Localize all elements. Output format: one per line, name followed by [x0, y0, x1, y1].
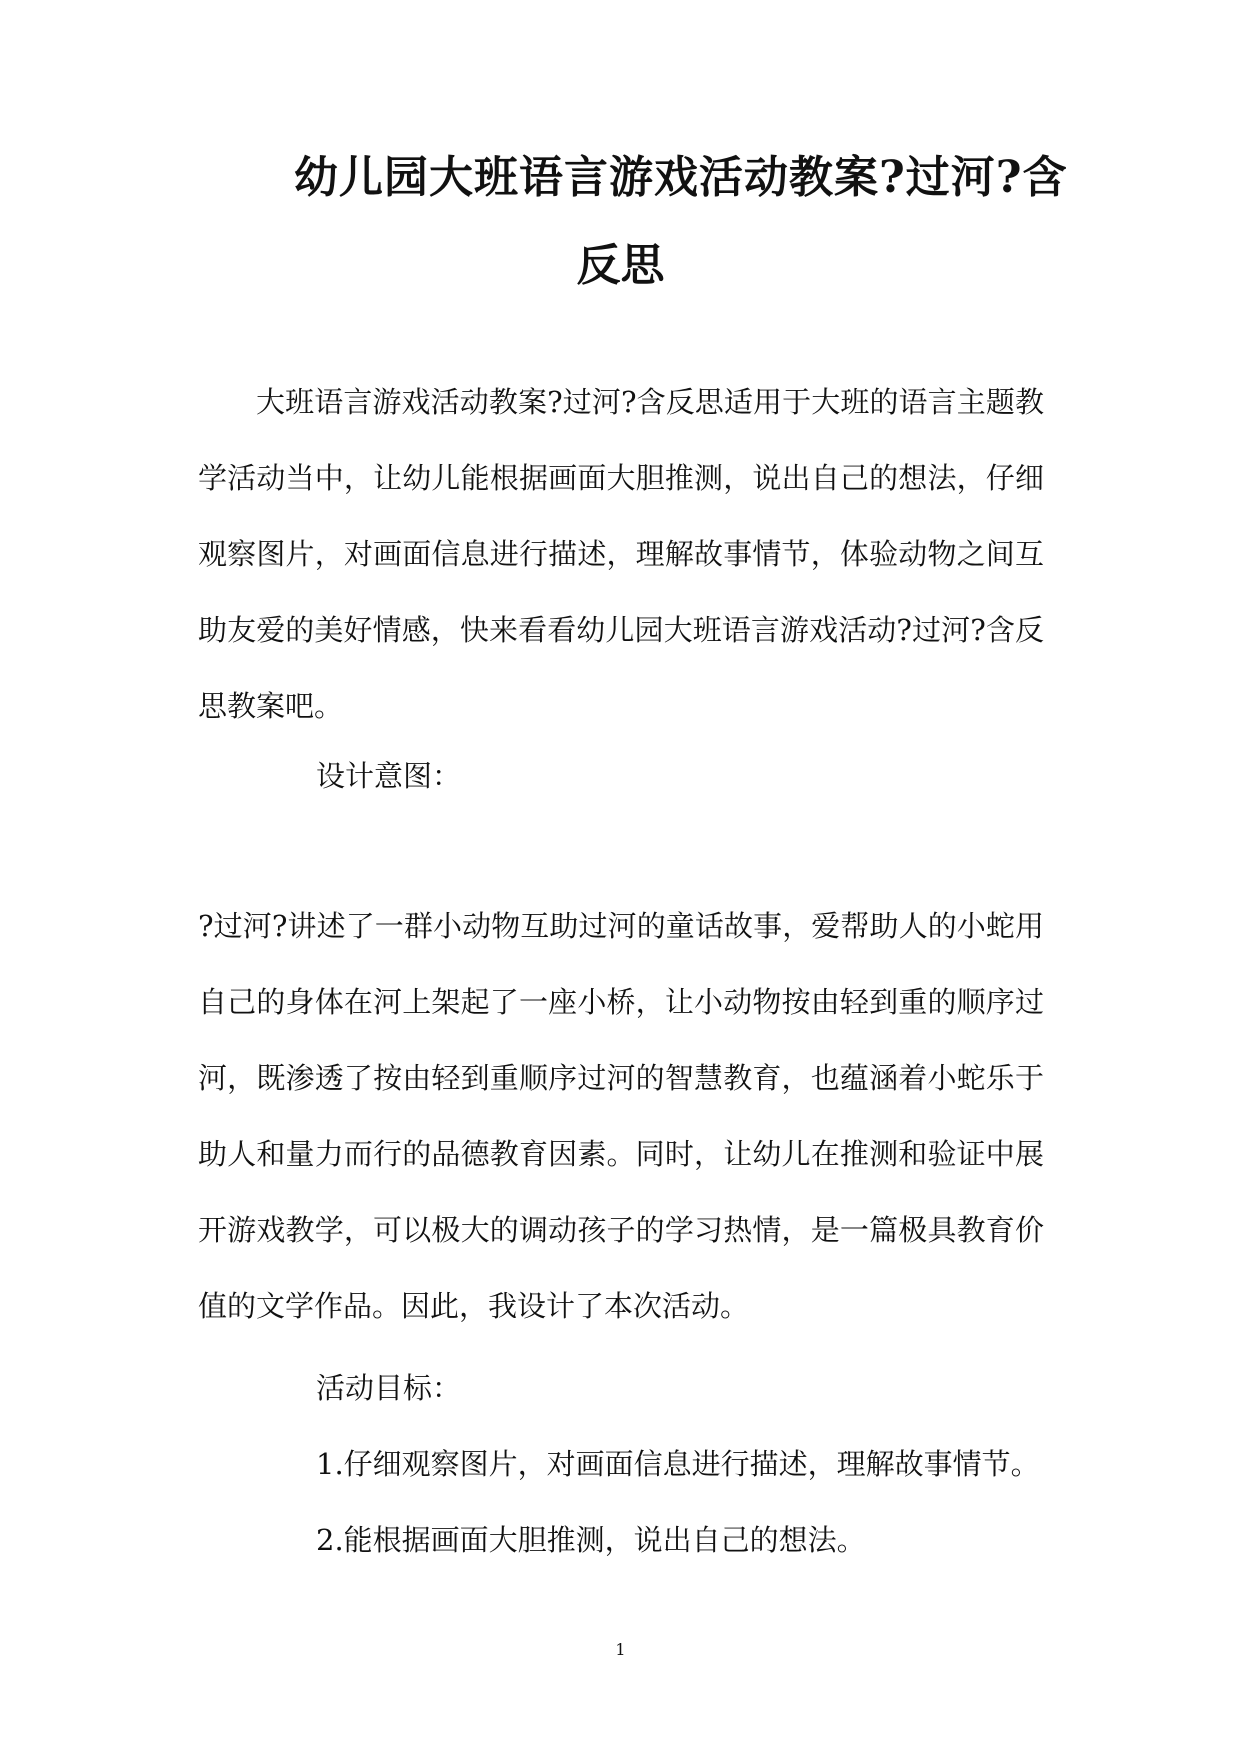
intro-line: 大班语言游戏活动教案?过河?含反思适用于大班的语言主题教	[256, 385, 1044, 419]
intro-line: 学活动当中，让幼儿能根据画面大胆推测，说出自己的想法，仔细	[198, 461, 1044, 495]
intro-line: 观察图片，对画面信息进行描述，理解故事情节，体验动物之间互	[198, 537, 1044, 571]
design-line: 助人和量力而行的品德教育因素。同时，让幼儿在推测和验证中展	[198, 1137, 1044, 1171]
design-intent-heading: 设计意图：	[316, 759, 462, 793]
document-title-line-1: 幼儿园大班语言游戏活动教案?过河?含	[294, 152, 1068, 203]
activity-goals-heading: 活动目标：	[316, 1371, 462, 1405]
design-line: 自己的身体在河上架起了一座小桥，让小动物按由轻到重的顺序过	[198, 985, 1044, 1019]
intro-paragraph	[198, 364, 1044, 744]
design-line: 开游戏教学，可以极大的调动孩子的学习热情，是一篇极具教育价	[198, 1213, 1044, 1247]
document-title-line-2: 反思	[576, 240, 665, 291]
design-line: ?过河?讲述了一群小动物互助过河的童话故事，爱帮助人的小蛇用	[198, 909, 1044, 943]
page-number: 1	[615, 1640, 626, 1659]
design-intent-paragraph	[198, 888, 1044, 1344]
goal-item: 2.能根据画面大胆推测，说出自己的想法。	[316, 1523, 866, 1557]
intro-line: 思教案吧。	[198, 689, 344, 723]
design-line: 河，既渗透了按由轻到重顺序过河的智慧教育，也蕴涵着小蛇乐于	[198, 1061, 1044, 1095]
goal-item: 1.仔细观察图片，对画面信息进行描述，理解故事情节。	[316, 1447, 1040, 1481]
design-line: 值的文学作品。因此，我设计了本次活动。	[198, 1289, 750, 1323]
intro-line: 助友爱的美好情感，快来看看幼儿园大班语言游戏活动?过河?含反	[198, 613, 1044, 647]
